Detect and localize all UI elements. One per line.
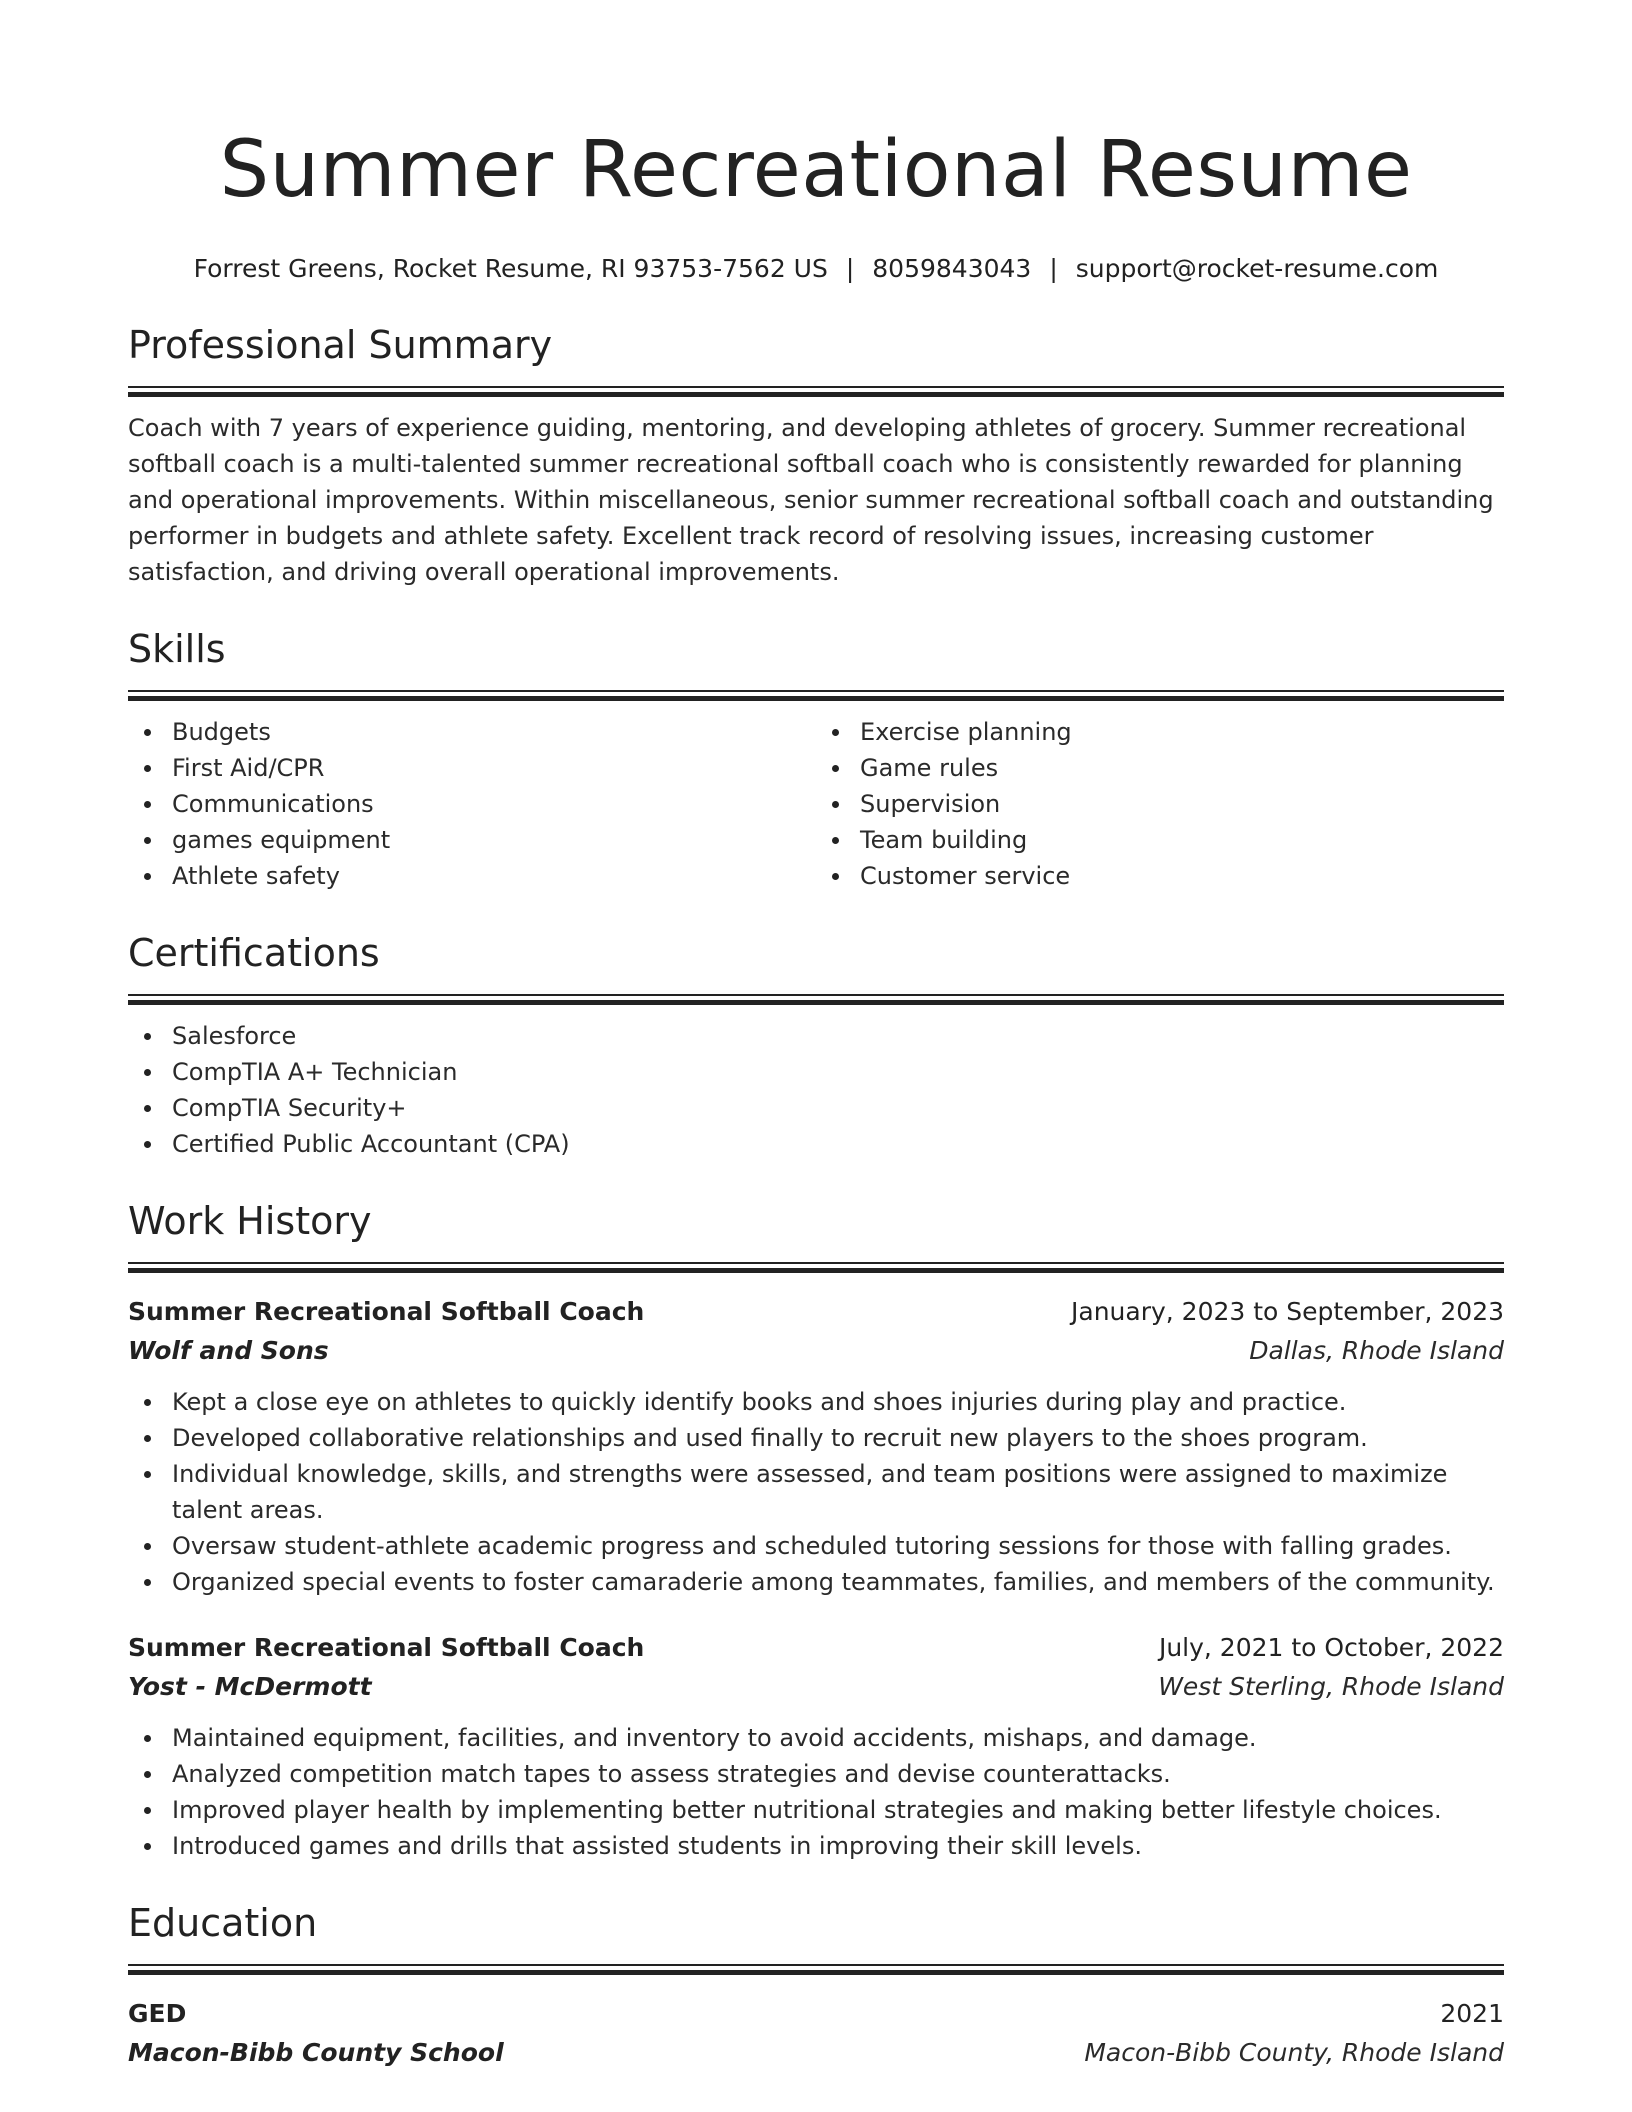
contact-line: [128, 252, 1504, 286]
job-dates: July, 2021 to October, 2022: [1158, 1633, 1504, 1662]
job-title: Summer Recreational Softball Coach: [128, 1633, 645, 1662]
job-header-row: [128, 1628, 1504, 1667]
skill-item: First Aid/CPR: [128, 750, 816, 786]
skill-item: Game rules: [816, 750, 1504, 786]
section-divider: [128, 690, 1504, 700]
certifications-heading: Certifications: [128, 931, 380, 975]
job-dates: January, 2023 to September, 2023: [1071, 1297, 1504, 1326]
job-duty: Individual knowledge, skills, and strengths were assessed, and team positions were assigned to maximize talent areas.: [128, 1456, 1504, 1528]
job-duty: Developed collaborative relationships and used finally to recruit new players to the shoes program.: [128, 1420, 1504, 1456]
education-degree: GED: [128, 1999, 187, 2028]
job-header-row: [128, 1292, 1504, 1331]
job-company: Wolf and Sons: [128, 1336, 329, 1365]
education-entry: [128, 1994, 1504, 2072]
skill-item: Communications: [128, 786, 816, 822]
job-entry: [128, 1292, 1504, 1600]
work-history-heading: Work History: [128, 1199, 372, 1243]
summary-text: Coach with 7 years of experience guiding, mentoring, and developing athletes of grocery. Summer recreational softball coach is a multi-talented summer recreational softball coach who is consistently rewarded for planning and operational improvements. Within miscellaneous, senior summer recreational softball coach and outstanding performer in budgets and athlete safety. Excellent track record of resolving issues, increasing customer satisfaction, and driving overall operational improvements.: [128, 414, 1494, 586]
skills-section: [128, 624, 1504, 894]
skill-item: Athlete safety: [128, 858, 816, 894]
resume-name: Summer Recreational Resume: [219, 125, 1413, 215]
job-duty: Kept a close eye on athletes to quickly identify books and shoes injuries during play and practice.: [128, 1384, 1504, 1420]
education-location: Macon-Bibb County, Rhode Island: [1084, 2038, 1504, 2067]
education-heading: Education: [128, 1901, 318, 1945]
section-divider: [128, 994, 1504, 1004]
job-location: Dallas, Rhode Island: [1249, 1336, 1504, 1365]
section-divider: [128, 1262, 1504, 1272]
contact-address: Forrest Greens, Rocket Resume, RI 93753-7562 US: [193, 254, 828, 283]
work-history-section: [128, 1196, 1504, 1864]
contact-separator: |: [845, 254, 855, 283]
job-company: Yost - McDermott: [128, 1672, 372, 1701]
job-duty: Organized special events to foster camaraderie among teammates, families, and members of the community.: [128, 1564, 1504, 1600]
skills-heading: Skills: [128, 627, 226, 671]
job-duty: Improved player health by implementing better nutritional strategies and making better lifestyle choices.: [128, 1792, 1504, 1828]
skills-list-left: [128, 714, 816, 894]
job-company-row: [128, 1331, 1504, 1370]
contact-email: support@rocket-resume.com: [1075, 254, 1439, 283]
job-location: West Sterling, Rhode Island: [1158, 1672, 1504, 1701]
job-duty: Oversaw student-athlete academic progress and scheduled tutoring sessions for those with falling grades.: [128, 1528, 1504, 1564]
job-duty: Maintained equipment, facilities, and inventory to avoid accidents, mishaps, and damage.: [128, 1720, 1504, 1756]
skills-list-right: [816, 714, 1504, 894]
section-divider: [128, 1964, 1504, 1974]
certifications-list: [128, 1018, 1504, 1162]
education-header-row: [128, 1994, 1504, 2033]
job-company-row: [128, 1667, 1504, 1706]
job-duties-list: [128, 1720, 1504, 1864]
certifications-section: [128, 928, 1504, 1162]
summary-section: [128, 320, 1504, 590]
skill-item: Team building: [816, 822, 1504, 858]
contact-phone: 8059843043: [872, 254, 1032, 283]
job-title: Summer Recreational Softball Coach: [128, 1297, 645, 1326]
job-duty: Introduced games and drills that assisted students in improving their skill levels.: [128, 1828, 1504, 1864]
education-section: [128, 1898, 1504, 2072]
certification-item: CompTIA Security+: [128, 1090, 1504, 1126]
certification-item: CompTIA A+ Technician: [128, 1054, 1504, 1090]
job-entry: [128, 1628, 1504, 1864]
education-year: 2021: [1440, 1999, 1504, 2028]
job-duties-list: [128, 1384, 1504, 1600]
education-school-row: [128, 2033, 1504, 2072]
contact-separator: |: [1049, 254, 1058, 283]
skill-item: Budgets: [128, 714, 816, 750]
job-duty: Analyzed competition match tapes to assess strategies and devise counterattacks.: [128, 1756, 1504, 1792]
certification-item: Salesforce: [128, 1018, 1504, 1054]
section-divider: [128, 386, 1504, 396]
skill-item: Supervision: [816, 786, 1504, 822]
skill-item: games equipment: [128, 822, 816, 858]
skills-grid: [128, 714, 1504, 894]
certification-item: Certified Public Accountant (CPA): [128, 1126, 1504, 1162]
skill-item: Customer service: [816, 858, 1504, 894]
education-school: Macon-Bibb County School: [128, 2038, 504, 2067]
summary-heading: Professional Summary: [128, 323, 553, 367]
skill-item: Exercise planning: [816, 714, 1504, 750]
